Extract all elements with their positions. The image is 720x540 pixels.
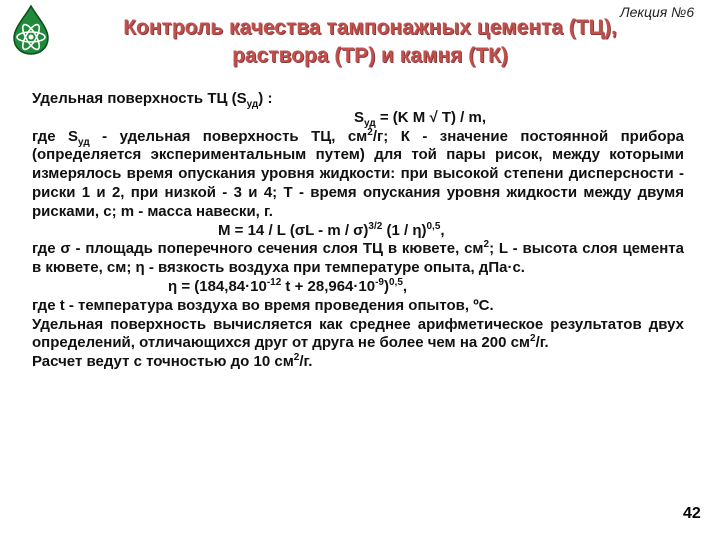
paragraph-accuracy: Расчет ведут с точностью до 10 $см^2/г$.	[32, 352, 313, 371]
body-text	[32, 90, 684, 372]
intro-line: Удельная поверхность ТЦ $(S_{уд})$ :	[32, 90, 273, 110]
logo-icon	[6, 4, 56, 56]
page-number: 42	[683, 505, 701, 522]
lecture-label: Лекция №6	[620, 4, 695, 20]
formula-eta: $\eta = (184,84\cdot 10^{-12}$ $t + 28,964\cdot 10^{-9})^{0,5}$,	[168, 276, 408, 295]
paragraph-average: Удельная поверхность вычисляется как среднее арифметическое результатов двух определений, отличающихся друг от друга не более чем на 200 $см^2/г$.	[32, 315, 684, 352]
title-line-1: Контроль качества тампонажных цемента (ТЦ),	[123, 16, 617, 39]
paragraph-definitions: где $S_{уд}$ - удельная поверхность ТЦ, $см^2/г$; К - значение постоянной прибора (определяется экспериментальным путем) для той пары рисок, между которыми измерялось время опускания уровня жидкости: при высокой степени дисперсности - риски 1 и 2, при низкой - 3 и 4; Т - время опускания уровня жидкости между двумя рисками, с; m - масса навески, г.	[32, 126, 685, 220]
title-line-2: раствора (ТР) и камня (ТК)	[232, 44, 508, 67]
page-title	[70, 14, 670, 70]
paragraph-sigma: где σ - площадь поперечного сечения слоя ТЦ в кювете, $см^2$; L - высота слоя цемента в кювете, см; η - вязкость воздуха при температуре опыта, дПа·с.	[32, 239, 684, 277]
paragraph-temperature: где t - температура воздуха во время проведения опытов, ºС.	[32, 296, 494, 314]
formula-specific-surface: $S_{уд} = (K$ M √ T) / m,	[354, 108, 487, 129]
formula-m: M = 14 / L (σL - m / σ)$^{3/2}$ (1 / η)$^{0,5}$,	[218, 220, 445, 239]
